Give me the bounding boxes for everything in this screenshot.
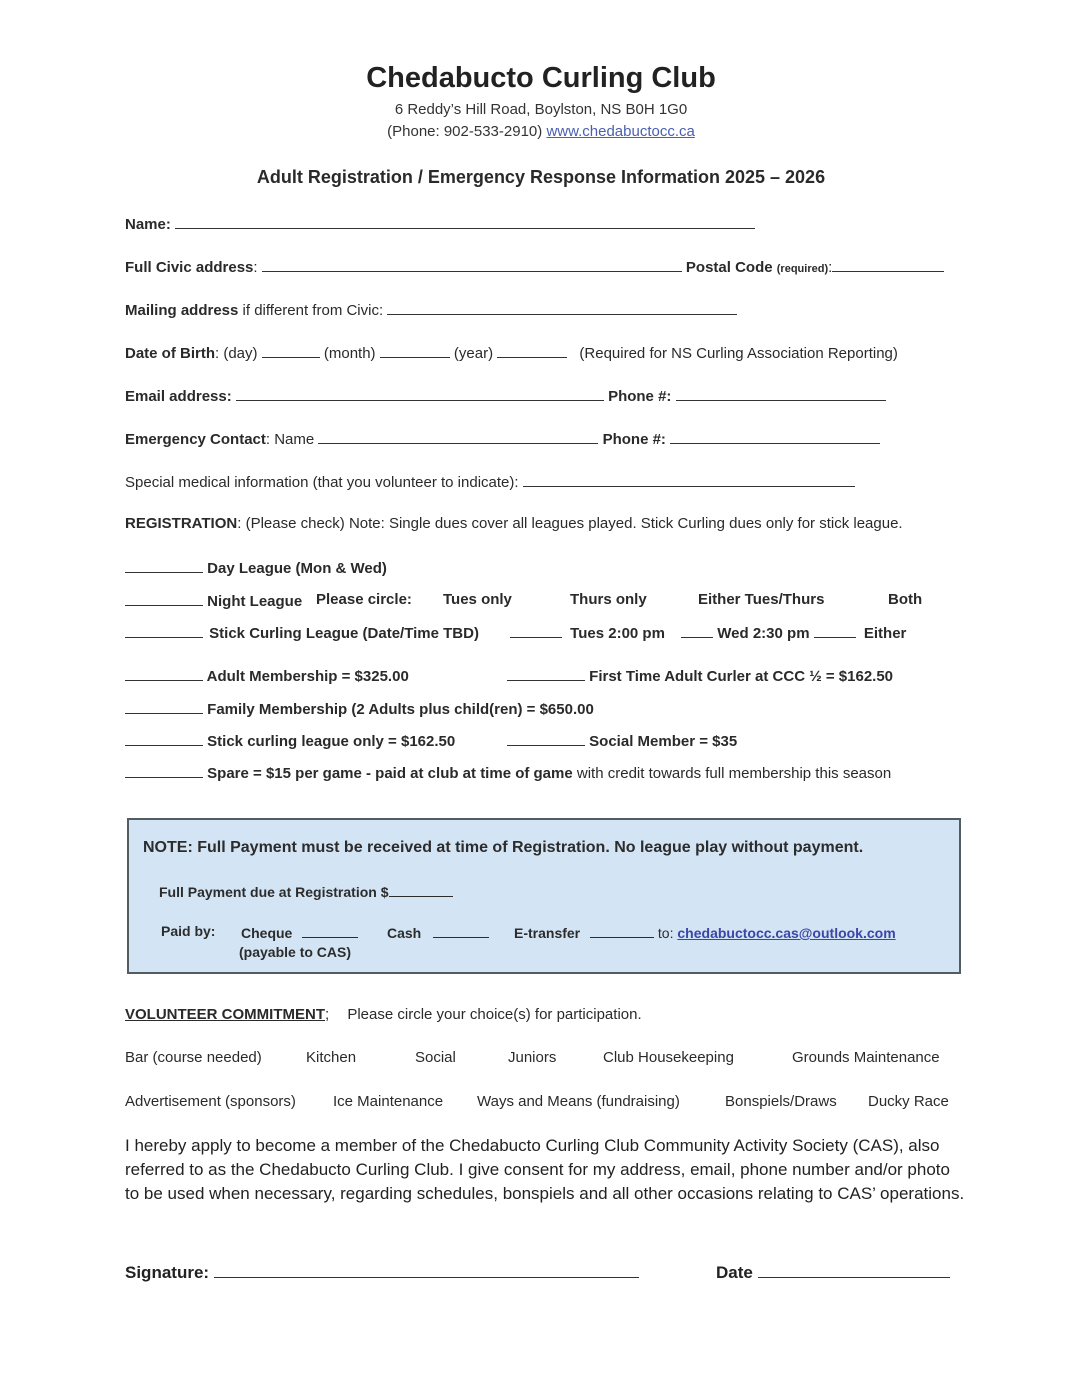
night-league-label: Night League [207,593,303,610]
emergency-name-field[interactable] [318,429,598,444]
cheque-field[interactable] [302,923,358,938]
payment-note-title: NOTE: Full Payment must be received at time of Registration. No league play without payment. [143,839,864,856]
first-time-row [507,666,893,685]
social-member-row [507,731,737,750]
dob-row [125,343,898,362]
cheque-payable-note: (payable to CAS) [239,944,352,960]
registration-header [125,515,903,532]
civic-row [125,257,944,276]
medical-row [125,472,855,491]
stick-wed-check[interactable] [681,623,713,638]
consent-paragraph: I hereby apply to become a member of the Chedabucto Curling Club Community Activity Society (CAS), also referred to as the Chedabucto Curling Club. I give consent for my address, email, phone number and/or photo to be used when necessary, regarding schedules, bonspiels and all other occasions relating to CAS’ operations. [125,1136,965,1203]
stick-either-check[interactable] [814,623,856,638]
cash-label: Cash [387,925,422,941]
family-membership-check[interactable] [125,699,203,714]
dob-month-field[interactable] [380,343,450,358]
night-option-tues[interactable]: Tues only [443,591,512,608]
stick-league-row [125,623,479,642]
payment-due-field[interactable] [389,882,453,897]
name-row [125,214,755,233]
stick-only-check[interactable] [125,731,203,746]
civic-colon: : [253,259,258,276]
medical-info-label: Special medical information (that you volunteer to indicate): [125,474,519,491]
volunteer-option-juniors[interactable]: Juniors [508,1049,557,1066]
medical-info-field[interactable] [523,472,855,487]
spare-check[interactable] [125,763,203,778]
payment-note-box [127,818,961,974]
club-title: Chedabucto Curling Club [366,62,716,94]
emergency-phone-label: Phone #: [602,431,666,448]
social-member-check[interactable] [507,731,585,746]
stick-option-tues: Tues 2:00 pm [570,625,665,642]
volunteer-option-ways-means[interactable]: Ways and Means (fundraising) [477,1093,680,1110]
volunteer-option-kitchen[interactable]: Kitchen [306,1049,357,1066]
stick-option-either: Either [863,625,907,642]
volunteer-option-housekeeping[interactable]: Club Housekeeping [603,1049,734,1066]
stick-option-wed: Wed 2:30 pm [717,625,810,642]
stick-only-row [125,731,455,750]
signature-label: Signature: [125,1263,210,1282]
etransfer-field[interactable] [590,923,654,938]
first-time-label: First Time Adult Curler at CCC ½ = $162.50 [589,668,894,685]
club-website-link[interactable]: www.chedabuctocc.ca [546,123,695,140]
spare-note: with credit towards full membership this season [576,765,892,782]
postal-code-field[interactable] [832,257,944,272]
family-membership-label: Family Membership (2 Adults plus child(ren) = $650.00 [207,701,594,718]
volunteer-option-ice[interactable]: Ice Maintenance [333,1093,444,1110]
first-time-check[interactable] [507,666,585,681]
family-membership-row [125,699,594,718]
volunteer-option-bar[interactable]: Bar (course needed) [125,1049,262,1066]
club-contact [0,123,1082,140]
emergency-phone-field[interactable] [670,429,880,444]
volunteer-option-bonspiels[interactable]: Bonspiels/Draws [725,1093,837,1110]
volunteer-option-ducky-race[interactable]: Ducky Race [868,1093,949,1110]
volunteer-heading: VOLUNTEER COMMITMENT [125,1006,325,1023]
paid-by-label: Paid by: [161,923,216,939]
night-league-row [125,591,302,610]
signature-row [125,1261,639,1283]
etransfer-label: E-transfer [514,925,581,941]
cash-option [387,923,489,941]
stick-tues-check[interactable] [510,623,562,638]
day-league-label: Day League (Mon & Wed) [207,560,387,577]
etransfer-email-link[interactable]: chedabuctocc.cas@outlook.com [677,925,896,941]
mailing-address-suffix: if different from Civic: [242,302,384,319]
night-option-both[interactable]: Both [888,591,923,608]
night-league-check[interactable] [125,591,203,606]
adult-membership-label: Adult Membership = $325.00 [206,668,409,685]
dob-month-label: (month) [323,345,376,362]
phone-field[interactable] [676,386,886,401]
club-phone: (Phone: 902-533-2910) [387,123,543,140]
civic-address-field[interactable] [262,257,682,272]
day-league-row [125,558,387,577]
signature-field[interactable] [214,1261,639,1278]
stick-only-label: Stick curling league only = $162.50 [207,733,456,750]
name-field[interactable] [175,214,755,229]
social-member-label: Social Member = $35 [589,733,738,750]
volunteer-option-advertisement[interactable]: Advertisement (sponsors) [125,1093,296,1110]
email-label: Email address: [125,388,232,405]
date-row [716,1261,950,1283]
dob-day-label: : (day) [215,345,258,362]
day-league-check[interactable] [125,558,203,573]
email-row [125,386,886,405]
emergency-contact-label: Emergency Contact [125,431,266,448]
volunteer-header [125,1006,642,1023]
cash-field[interactable] [433,923,489,938]
registration-heading: REGISTRATION [125,515,238,532]
postal-colon: : [828,259,833,276]
mailing-address-label: Mailing address [125,302,239,319]
volunteer-instruction: Please circle your choice(s) for participation. [347,1006,642,1023]
postal-required-note: (required) [776,263,829,275]
spare-label: Spare = $15 per game - paid at club at time of game [207,765,573,782]
etransfer-option [514,923,896,941]
volunteer-option-grounds[interactable]: Grounds Maintenance [792,1049,940,1066]
adult-membership-check[interactable] [125,666,203,681]
phone-label: Phone #: [608,388,672,405]
dob-year-field[interactable] [497,343,567,358]
date-label: Date [716,1263,753,1282]
volunteer-heading-suffix: ; [325,1006,330,1023]
please-circle-label: Please circle: [316,591,412,608]
stick-league-check[interactable] [125,623,203,638]
night-option-thurs[interactable]: Thurs only [570,591,647,608]
dob-label: Date of Birth [125,345,215,362]
spare-row [125,763,891,782]
stick-options-row [510,623,906,642]
civic-address-label: Full Civic address [125,259,254,276]
registration-note: : (Please check) Note: Single dues cover all leagues played. Stick Curling dues only for stick league. [237,515,903,532]
form-subtitle: Adult Registration / Emergency Response Information 2025 – 2026 [256,167,826,187]
mailing-address-field[interactable] [387,300,737,315]
emergency-name-label: : Name [265,431,315,448]
club-address: 6 Reddy’s Hill Road, Boylston, NS B0H 1G0 [394,101,688,118]
postal-code-label: Postal Code [685,259,773,276]
name-label: Name: [125,216,171,233]
dob-year-label: (year) [453,345,494,362]
payment-due-label: Full Payment due at Registration $ [159,884,389,900]
night-option-either[interactable]: Either Tues/Thurs [698,591,825,608]
stick-league-label: Stick Curling League (Date/Time TBD) [209,625,479,642]
etransfer-to-label: to: [657,925,674,941]
dob-day-field[interactable] [262,343,320,358]
adult-membership-row [125,666,409,685]
mailing-row [125,300,737,319]
email-field[interactable] [236,386,604,401]
payment-due-row [159,882,453,900]
cheque-label: Cheque [241,925,293,941]
cheque-option [241,923,358,941]
emergency-row [125,429,880,448]
volunteer-option-social[interactable]: Social [415,1049,456,1066]
date-field[interactable] [758,1261,950,1278]
dob-required-note: (Required for NS Curling Association Reporting) [579,345,898,362]
